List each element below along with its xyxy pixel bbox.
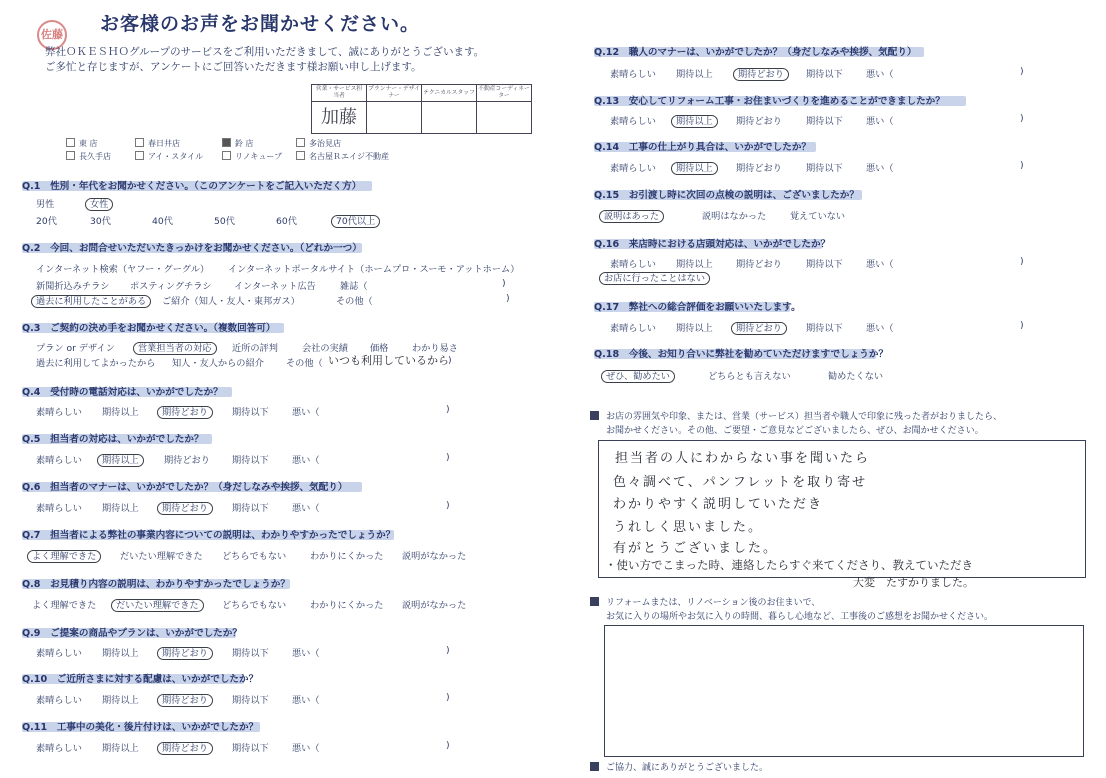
question-9: Q.9 ご提案の商品やプランは、いかがでしたか？ [22,628,242,639]
question-6: Q.6 担当者のマナーは、いかがでしたか？（身だしなみや挨拶、気配り） [20,479,347,495]
store-checkbox-suzu[interactable]: 鈴 店 [222,138,254,149]
q11-option-below[interactable]: 期待以下 [232,743,269,754]
q15-option-no[interactable]: 説明はなかった [702,211,767,222]
q1-option-female[interactable]: 女性 [90,196,113,210]
q3-option-sales-rep[interactable]: 営業担当者の対応 [138,340,217,354]
q12-option-above[interactable]: 期待以上 [676,69,713,80]
handwritten-line-4: うれしく思いました。 [613,520,764,535]
checked-checkbox-icon[interactable] [222,138,231,147]
q14-option-bad[interactable]: 悪い（ [866,163,894,174]
q1-option-70s-plus[interactable]: 70代以上 [336,213,380,227]
q3-option-past-good[interactable]: 過去に利用してよかったから [36,358,156,369]
q3-option-price[interactable]: 価格 [370,343,389,354]
q10-bad-close: ) [446,692,450,703]
q5-option-as-expected[interactable]: 期待どおり [164,455,210,466]
q5-option-above[interactable]: 期待以上 [102,452,144,466]
q7-option-well[interactable]: よく理解できた [32,548,101,562]
q3-option-friend-referral[interactable]: 知人・友人からの紹介 [172,358,264,369]
question-8: Q.8 お見積り内容の説明は、わかりやすかったでしょうか？ [22,579,290,590]
q15-option-dont-remember[interactable]: 覚えていない [790,211,846,222]
checkbox-icon[interactable] [135,151,144,160]
closing-message: ご協力、誠にありがとうございました。 [606,763,769,773]
question-13: Q.13 安心してリフォーム工事・お住まいづくりを進めることができましたか？ [592,93,945,109]
q5-option-below[interactable]: 期待以下 [232,455,269,466]
q9-option-excellent[interactable]: 素晴らしい [36,648,82,659]
staff-value-sales[interactable]: 加藤 [312,102,367,134]
q2-option-past-use[interactable]: 過去に利用したことがある [36,293,151,307]
q3-other-handwritten[interactable]: いつも利用しているから [328,354,449,367]
q1-option-20s[interactable]: 20代 [36,216,57,227]
handwritten-line-5: 有がとうございました。 [613,541,779,556]
q1-option-50s[interactable]: 50代 [214,216,235,227]
handwritten-line-3: わかりやすく説明していただき [613,497,824,512]
q3-option-track-record[interactable]: 会社の実績 [302,343,348,354]
q7-option-neutral[interactable]: どちらでもない [222,551,287,562]
q2-option-magazine[interactable]: 雑誌（ [340,281,368,292]
question-15: Q.15 お引渡し時に次回の点検の説明は、ございましたか？ [592,187,859,203]
q11-option-bad[interactable]: 悪い（ [292,743,320,754]
checkbox-icon[interactable] [66,138,75,147]
q2-option-newspaper[interactable]: 新聞折込みチラシ [36,281,110,292]
question-1: Q.1 性別・年代をお聞かせください。（このアンケートをご記入いただく方） [20,178,361,194]
q4-option-below[interactable]: 期待以下 [232,407,269,418]
comment-prompt-1-line-2: お聞かせください。その他、ご要望・ご意見などございましたら、ぜひ、お聞かせください。 [606,426,984,436]
q18-option-no[interactable]: 勧めたくない [828,371,884,382]
q2-option-other[interactable]: その他（ [336,296,373,307]
q1-option-60s[interactable]: 60代 [276,216,297,227]
q17-bad-close: ) [1020,320,1024,331]
q16-option-never-visited[interactable]: お店に行ったことはない [604,270,710,284]
q8-option-neutral[interactable]: どちらでもない [222,600,287,611]
question-14: Q.14 工事の仕上がり具合は、いかがでしたか？ [592,139,811,155]
q6-option-above[interactable]: 期待以上 [102,503,139,514]
q13-option-above[interactable]: 期待以上 [676,113,718,127]
checkbox-icon[interactable] [135,138,144,147]
checkbox-icon[interactable] [296,138,305,147]
q8-option-well[interactable]: よく理解できた [32,600,97,611]
question-12: Q.12 職人のマナーは、いかがでしたか？（身だしなみや挨拶、気配り） [592,44,917,60]
staff-header-technical: テクニカルスタッフ [422,85,477,102]
comment-box-1[interactable] [598,440,1086,589]
q3-option-plan-design[interactable]: プラン or デザイン [36,343,115,354]
q12-option-excellent[interactable]: 素晴らしい [610,69,656,80]
store-checkbox-nagakute[interactable]: 長久手店 [66,151,111,162]
q11-option-excellent[interactable]: 素晴らしい [36,743,82,754]
intro-line-1: 弊社ＯＫＥＳＨＯグループのサービスをご利用いただきまして、誠にありがとうございます。 [45,46,485,58]
question-2: Q.2 今回、お問合せいただいたきっかけをお聞かせください。（どれか一つ） [22,243,362,254]
question-5: Q.5 担当者の対応は、いかがでしたか？ [20,431,204,447]
q12-bad-close: ) [1020,66,1024,77]
q13-option-below[interactable]: 期待以下 [806,116,843,127]
q18-option-neutral[interactable]: どちらとも言えない [708,371,791,382]
comment-prompt-2-line-2: お気に入りの場所やお気に入りの時間、暮らし心地など、工事後のご感想をお聞かせください。 [606,612,994,622]
q9-option-below[interactable]: 期待以下 [232,648,269,659]
q13-option-bad[interactable]: 悪い（ [866,116,894,127]
checkbox-icon[interactable] [66,151,75,160]
q10-option-above[interactable]: 期待以上 [102,695,139,706]
question-16: Q.16 来店時における店頭対応は、いかがでしたか？ [594,239,831,250]
q3-option-reputation[interactable]: 近所の評判 [232,343,278,354]
question-10: Q.10 ご近所さまに対する配慮は、いかがでしたか？ [22,674,259,685]
q10-option-bad[interactable]: 悪い（ [292,695,320,706]
q15-option-yes[interactable]: 説明はあった [604,208,664,222]
comment-prompt-2-line-1: リフォームまたは、リノベーション後のお住まいで、 [606,598,821,608]
q4-option-bad[interactable]: 悪い（ [292,407,320,418]
staff-value-realestate[interactable] [477,102,532,134]
q3-option-other[interactable]: その他（ [286,358,323,369]
bullet-square-icon [590,597,599,606]
q18-option-definitely[interactable]: ぜひ、勧めたい [606,368,675,382]
question-18: Q.18 今後、お知り合いに弊社を勧めていただけますでしょうか？ [594,349,889,360]
q16-option-above[interactable]: 期待以上 [676,259,713,270]
q2-option-portal[interactable]: インターネットポータルサイト（ホームプロ・スーモ・アットホーム） [228,264,520,275]
q5-bad-close: ) [446,452,450,463]
q17-option-bad[interactable]: 悪い（ [866,323,894,334]
q4-option-as-expected[interactable]: 期待どおり [162,404,213,418]
q2-magazine-close: ) [502,278,506,289]
q6-option-below[interactable]: 期待以下 [232,503,269,514]
q6-option-bad[interactable]: 悪い（ [292,503,320,514]
q1-option-male[interactable]: 男性 [36,199,55,210]
q3-option-clarity[interactable]: わかり易さ [412,343,458,354]
q14-option-as-expected[interactable]: 期待どおり [736,163,782,174]
store-checkbox-nagoya-r-age[interactable]: 名古屋Ｒエイジ不動産 [296,151,389,162]
q12-option-below[interactable]: 期待以下 [806,69,843,80]
q9-bad-close: ) [446,645,450,656]
handwritten-line-6: ・使い方でこまった時、連絡したらすぐ来てくださり、教えていただき [605,558,973,572]
q17-option-below[interactable]: 期待以下 [806,323,843,334]
q2-option-referral[interactable]: ご紹介（知人・友人・東邦ガス） [162,296,300,307]
handwritten-line-2: 色々調べて、パンフレットを取り寄せ [613,475,868,490]
q12-option-as-expected[interactable]: 期待どおり [738,66,789,80]
q9-option-bad[interactable]: 悪い（ [292,648,320,659]
q16-option-as-expected[interactable]: 期待どおり [736,259,782,270]
q2-option-web-ad[interactable]: インターネット広告 [234,281,316,292]
q14-option-above[interactable]: 期待以上 [676,160,718,174]
q4-option-above[interactable]: 期待以上 [102,407,139,418]
q6-bad-close: ) [446,500,450,511]
page-title: お客様のお声をお聞かせください。 [100,13,421,35]
question-3: Q.3 ご契約の決め手をお聞かせください。（複数回答可） [20,320,276,336]
q7-option-unclear[interactable]: わかりにくかった [310,551,384,562]
q10-option-excellent[interactable]: 素晴らしい [36,695,82,706]
q13-bad-close: ) [1020,113,1024,124]
q7-option-mostly[interactable]: だいたい理解できた [120,551,203,562]
q7-option-none[interactable]: 説明がなかった [402,551,467,562]
q1-option-40s[interactable]: 40代 [152,216,173,227]
staff-value-planner[interactable] [367,102,422,134]
q16-option-bad[interactable]: 悪い（ [866,259,894,270]
q11-bad-close: ) [446,740,450,751]
q9-option-as-expected[interactable]: 期待どおり [162,645,213,659]
comment-prompt-1-line-1: お店の雰囲気や印象、または、営業（サービス）担当者や職人で印象に残った者がおりましたら、 [606,412,1003,422]
bullet-square-icon [590,411,599,420]
handwritten-line-1: 担当者の人にわからない事を聞いたら [615,451,871,466]
question-4: Q.4 受付時の電話対応は、いかがでしたか？ [20,384,223,400]
q10-option-as-expected[interactable]: 期待どおり [162,692,213,706]
q2-option-posting[interactable]: ポスティングチラシ [130,281,212,292]
store-checkbox-kasugai[interactable]: 春日井店 [135,138,180,149]
q3-other-close: ) [448,355,452,366]
q4-bad-close: ) [446,404,450,415]
handwritten-line-7: 大変 たすかりました。 [853,576,974,589]
question-7: Q.7 担当者による弊社の事業内容についての説明は、わかりやすかったでしょうか？ [22,530,396,541]
q2-other-close: ) [506,293,510,304]
bullet-square-icon [590,762,599,771]
staff-value-technical[interactable] [422,102,477,134]
question-11: Q.11 工事中の美化・後片付けは、いかがでしたか？ [22,722,259,733]
q8-option-unclear[interactable]: わかりにくかった [310,600,384,611]
intro-line-2: ご多忙と存じますが、アンケートにご回答いただきます様お願い申し上げます。 [45,61,422,73]
q5-option-bad[interactable]: 悪い（ [292,455,320,466]
q17-option-above[interactable]: 期待以上 [676,323,713,334]
q17-option-as-expected[interactable]: 期待どおり [736,320,787,334]
staff-header-planner: プランナー・デザイナー [367,85,422,102]
checkbox-icon[interactable] [222,151,231,160]
q13-option-as-expected[interactable]: 期待どおり [736,116,782,127]
store-checkbox-tajimi[interactable]: 多治見店 [296,138,341,149]
q11-option-as-expected[interactable]: 期待どおり [162,740,213,754]
q8-option-mostly[interactable]: だいたい理解できた [116,597,204,611]
q13-option-excellent[interactable]: 素晴らしい [610,116,656,127]
q6-option-excellent[interactable]: 素晴らしい [36,503,82,514]
q2-option-search[interactable]: インターネット検索（ヤフー・グーグル） [36,264,210,275]
question-17: Q.17 弊社への総合評価をお願いいたします。 [594,302,801,313]
q10-option-below[interactable]: 期待以下 [232,695,269,706]
q5-option-excellent[interactable]: 素晴らしい [36,455,82,466]
q8-option-none[interactable]: 説明がなかった [402,600,467,611]
q14-option-below[interactable]: 期待以下 [806,163,843,174]
staff-header-realestate: 不動産コーディネーター [477,85,532,102]
q1-option-30s[interactable]: 30代 [90,216,111,227]
q9-option-above[interactable]: 期待以上 [102,648,139,659]
store-checkbox-istyle[interactable]: アイ・スタイル [135,151,203,162]
q17-option-excellent[interactable]: 素晴らしい [610,323,656,334]
staff-table [311,84,532,134]
q12-option-bad[interactable]: 悪い（ [866,69,894,80]
q14-option-excellent[interactable]: 素晴らしい [610,163,656,174]
q14-bad-close: ) [1020,160,1024,171]
checkbox-icon[interactable] [296,151,305,160]
seal-stamp: 佐藤 [37,20,67,50]
store-checkbox-renocube[interactable]: リノキューブ [222,151,282,162]
q11-option-above[interactable]: 期待以上 [102,743,139,754]
q4-option-excellent[interactable]: 素晴らしい [36,407,82,418]
q16-bad-close: ) [1020,256,1024,267]
comment-box-2[interactable] [604,625,1084,757]
q6-option-as-expected[interactable]: 期待どおり [162,500,213,514]
q16-option-below[interactable]: 期待以下 [806,259,843,270]
staff-header-sales: 営業・サービス担当者 [312,85,367,102]
store-checkbox-higashi[interactable]: 東 店 [66,138,98,149]
q16-option-excellent[interactable]: 素晴らしい [610,259,656,270]
